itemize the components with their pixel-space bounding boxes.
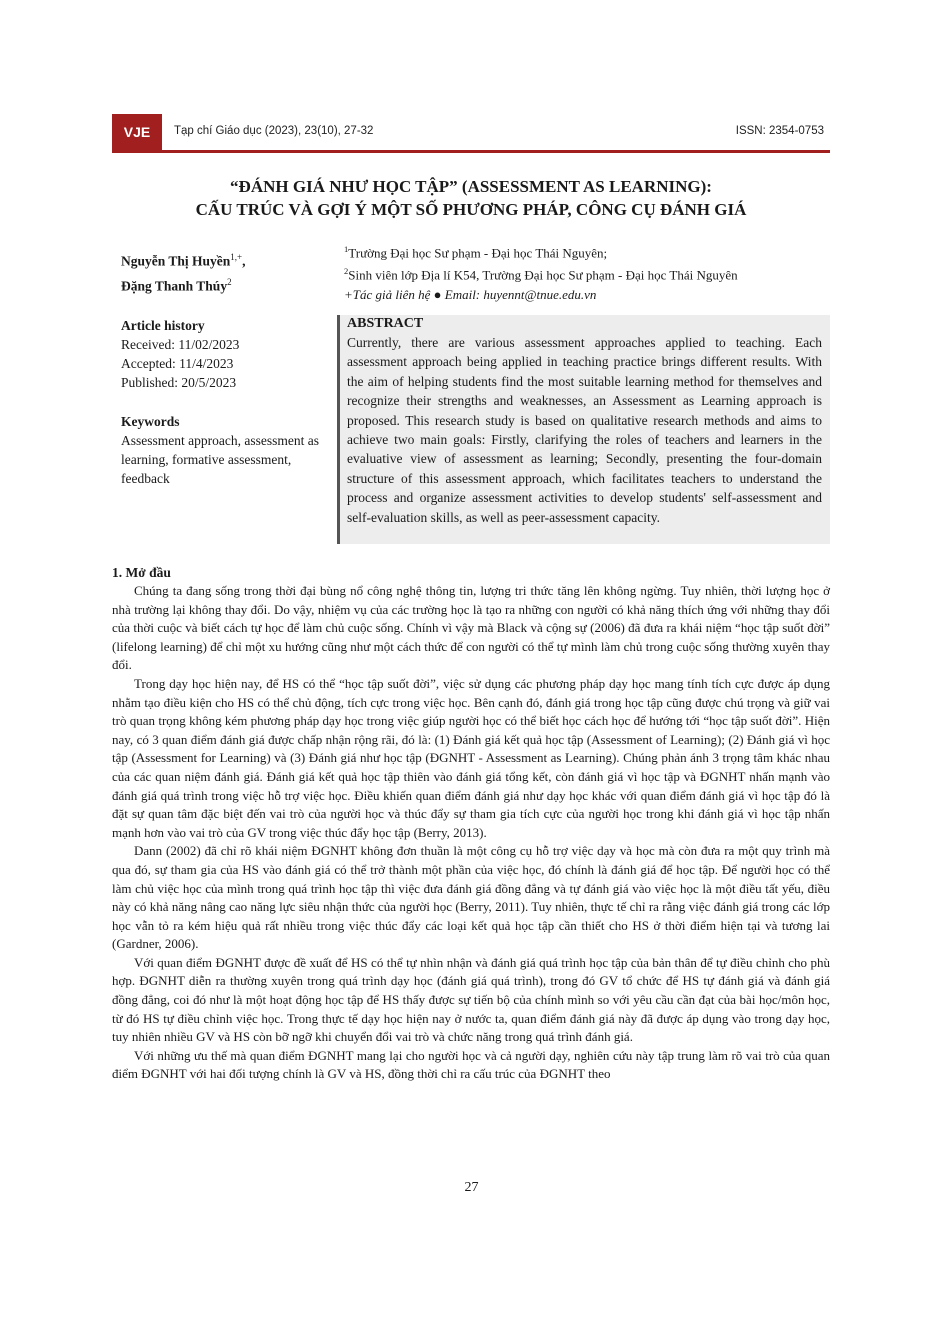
author-list (121, 247, 331, 296)
keywords-heading: Keywords (121, 414, 180, 429)
accepted-date: Accepted: 11/4/2023 (121, 356, 234, 371)
corresponding-author-contact: +Tác giả liên hệ ● Email: huyennt@tnue.edu.vn (344, 286, 597, 302)
page-number: 27 (464, 1180, 479, 1195)
header-divider (112, 150, 830, 153)
keywords (121, 412, 331, 488)
affiliation-1 (344, 240, 834, 262)
affiliation-list (344, 240, 834, 304)
journal-citation: Tạp chí Giáo dục (2023), 23(10), 27-32 (174, 125, 374, 137)
author-1-separator: , (242, 253, 246, 269)
title-line-1: “ĐÁNH GIÁ NHƯ HỌC TẬP” (ASSESSMENT AS LEARNING): (230, 177, 712, 196)
keywords-text: Assessment approach, assessment as learning, formative assessment, feedback (121, 433, 319, 486)
body-paragraph: Chúng ta đang sống trong thời đại bùng nổ công nghệ thông tin, lượng tri thức tăng lên không ngừng. Tuy nhiên, thời lượng học ở nhà trường lại không thay đổi. Do vậy, nhiệm vụ của các trường học là tạo ra những con người có khả năng thích ứng với những thay đổi của thời cuộc và biết cách tự học để làm chủ cuộc sống. Chính vì vậy mà Black và cộng sự (2006) đã đưa ra khái niệm “học tập suốt đời” (lifelong learning) để chỉ một xu hướng cũng như một cách thức để con người có thể tự mình làm chủ trong cuộc sống thường xuyên thay đổi. (112, 583, 830, 673)
body-paragraph: Dann (2002) đã chỉ rõ khái niệm ĐGNHT không đơn thuần là một công cụ hỗ trợ việc dạy và học mà còn đưa ra một quy trình mà qua đó, sự tham gia của HS vào đánh giá có thể trở thành một phần của việc học, đó chính là đánh giá để học tập. Để người học có thể làm chủ việc học của mình trong quá trình học tập thì việc đưa đánh giá đồng đẳng và tự đánh giá vào việc học là một điều tất yếu, điều này có khả năng nâng cao năng lực siêu nhận thức của người học (Berry, 2011). Tuy nhiên, thực tế chỉ ra rằng việc đánh giá trong các lớp học vẫn tỏ ra kém hiệu quả rất nhiều trong việc thúc đẩy các loại kết quả học tập cần thiết cho HS ở thời điểm hiện tại và tương lai (Gardner, 2006). (112, 843, 830, 952)
affiliation-2 (344, 262, 834, 284)
author-1-name: Nguyễn Thị Huyền (121, 253, 231, 269)
author-2-affiliation-mark: 2 (227, 276, 232, 287)
published-date: Published: 20/5/2023 (121, 375, 237, 390)
affiliation-2-mark: 2 (344, 266, 349, 277)
body-text (112, 582, 830, 1084)
affiliation-1-text: Trường Đại học Sư phạm - Đại học Thái Nguyên; (348, 245, 608, 261)
abstract-heading: ABSTRACT (347, 316, 424, 331)
title-line-2: CẤU TRÚC VÀ GỢI Ý MỘT SỐ PHƯƠNG PHÁP, CÔNG CỤ ĐÁNH GIÁ (195, 200, 747, 219)
author-2 (121, 272, 331, 297)
abstract-text: Currently, there are various assessment approaches applied to teaching. Each assessment approach being applied in teaching practice brings different results. With the aim of helping students find the most suitable learning method for themselves and recognize their strengths and weaknesses, an Assessment as Learning approach is proposed. This research study is based on qualitative research methods and aims to achieve two main goals: Firstly, clarifying the roles of teachers and learners in the evaluative view of assessment as learning; Secondly, presenting the four-domain structure of this assessment approach, which facilitates teachers to understand the process and organize assessment activities to develop students' self-assessment and self-evaluation skills, as well as peer-assessment capacity. (347, 335, 822, 525)
article-history-heading: Article history (121, 318, 205, 333)
article-history (121, 316, 331, 392)
affiliation-2-text: Sinh viên lớp Địa lí K54, Trường Đại học Sư phạm - Đại học Thái Nguyên (348, 267, 738, 283)
author-1 (121, 247, 331, 272)
journal-header (112, 114, 830, 150)
journal-logo-badge: VJE (112, 114, 162, 150)
received-date: Received: 11/02/2023 (121, 337, 240, 352)
article-info-column (121, 316, 331, 488)
body-paragraph: Với quan điểm ĐGNHT được đề xuất để HS có thể tự nhìn nhận và đánh giá quá trình học tập của bản thân để tự điều chỉnh cho phù hợp. ĐGNHT diễn ra thường xuyên trong quá trình dạy học (đánh giá quá trình), trong đó GV tổ chức để HS tự đánh giá và đánh giá đồng đẳng, coi đó như là một hoạt động học tập để HS thấy được sự tiến bộ của chính mình so với yêu cầu cần đạt của bài học/môn học, từ đó HS tự điều chỉnh việc học. Trong thực tế dạy học hiện nay ở nước ta, quan điểm đánh giá này đã được áp dụng vào trong dạy học, tuy nhiên nhiều GV và HS còn bỡ ngỡ khi chuyển đổi vai trò và chức năng trong quá trình đánh giá. (112, 954, 830, 1045)
journal-issn: ISSN: 2354-0753 (735, 125, 824, 137)
affiliation-1-mark: 1 (344, 244, 349, 254)
author-1-affiliation-mark: 1,+ (230, 252, 243, 262)
article-title (112, 175, 830, 221)
author-2-name: Đặng Thanh Thúy (121, 278, 228, 293)
abstract-box (337, 315, 830, 544)
body-paragraph: Trong dạy học hiện nay, để HS có thể “học tập suốt đời”, việc sử dụng các phương pháp dạy học mang tính tích cực được áp dụng nhằm tạo điều kiện cho HS có thể chủ động, tích cực trong việc học. Bên cạnh đó, đánh giá trong học tập cũng được chú trọng và giữ vai trò quan trọng không kém phương pháp dạy học trong việc giúp người học có thể biết học cách học để hướng tới “học tập suốt đời”. Hiện nay, có 3 quan điểm đánh giá được chấp nhận rộng rãi, đó là: (1) Đánh giá kết quả học tập (Assessment of Learning); (2) Đánh giá vì học tập (Assessment for Learning) và (3) Đánh giá như học tập (ĐGNHT - Assessment as Learning). Chúng phản ánh 3 trọng tâm khác nhau của các quan niệm đánh giá. Đánh giá kết quả học tập thiên vào đánh giá tổng kết, còn đánh giá vì học tập và ĐGNHT nhấn mạnh vào đánh giá quá trình trong việc hỗ trợ việc học. Điều khiến quan điểm đánh giá như dạy học khác với quan điểm đánh giá vì học tập đó là đặt sự quan tâm đặc biệt đến vai trò của người học và thúc đẩy sự tham gia tích cực của người học trong khi đánh giá vì học tập nhấn mạnh hơn vào vai trò của GV trong việc thúc đẩy học tập (Berry, 2013). (112, 675, 830, 840)
body-paragraph: Với những ưu thế mà quan điểm ĐGNHT mang lại cho người học và cả người dạy, nghiên cứu này tập trung làm rõ vai trò của quan điểm ĐGNHT với hai đối tượng chính là GV và HS, đồng thời chỉ ra cấu trúc của ĐGNHT theo (112, 1047, 830, 1082)
section-heading: 1. Mở đầu (112, 565, 171, 580)
